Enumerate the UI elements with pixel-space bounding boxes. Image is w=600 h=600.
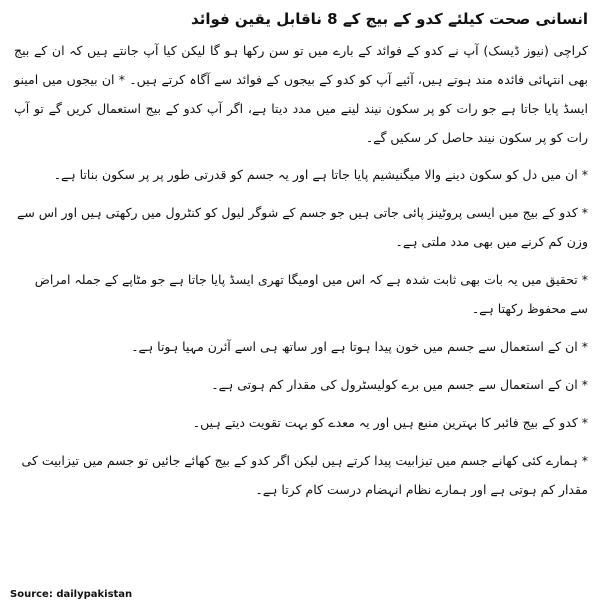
article-title: انسانی صحت کیلئے کدو کے بیج کے 8 ناقابل یقین فوائد — [191, 10, 588, 28]
article-intro: کراچی (نیوز ڈیسک) آپ نے کدو کے فوائد کے بارے میں تو سن رکھا ہو گا لیکن کیا آپ جانتے ہیں کہ ان کے بیج بھی انتہائی فائدہ مند ہوتے ہیں، آئیے آپ کو کدو کے بیجوں کے فوائد سے آگاہ کرتے ہیں۔ * ان بیجوں میں امینو ایسڈ پایا جاتا ہے جو رات کو پر سکون نیند لینے میں مدد دیتا ہے، اگر آپ کدو کے بیج استعمال کریں گے تو آپ رات کو پر سکون نیند حاصل کر سکیں گے۔ — [14, 43, 588, 145]
source-credit: Source: dailypakistan — [10, 589, 133, 600]
fact-cholesterol: * ان کے استعمال سے جسم میں برے کولیسٹرول کی مقدار کم ہوتی ہے۔ — [211, 377, 588, 392]
fact-protein-sugar: * کدو کے بیج میں ایسی پروٹینز پائی جاتی ہیں جو جسم کے شوگر لیول کو کنٹرول میں رکھتی ہیں اور اس سے وزن کم کرنے میں بھی مدد ملتی ہے۔ — [17, 205, 588, 249]
fact-blood-iron: * ان کے استعمال سے جسم میں خون پیدا ہوتا ہے اور ساتھ ہی اسے آئرن مہیا ہوتا ہے۔ — [131, 339, 588, 354]
fact-fiber: * کدو کے بیج فائبر کا بہترین منبع ہیں اور یہ معدے کو بہت تقویت دیتے ہیں۔ — [192, 415, 588, 430]
fact-magnesium: * ان میں دل کو سکون دینے والا میگنیشیم پایا جاتا ہے اور یہ جسم کو قدرتی طور پر پر سکون بناتا ہے۔ — [53, 167, 588, 182]
fact-omega-three: * تحقیق میں یہ بات بھی ثابت شدہ ہے کہ اس میں اومیگا تھری ایسڈ پایا جاتا ہے جو مٹاپے کے جملہ امراض سے محفوظ رکھتا ہے۔ — [34, 272, 588, 316]
fact-acidity: * ہمارے کئی کھانے جسم میں تیزابیت پیدا کرتے ہیں لیکن اگر کدو کے بیج کھائے جائیں تو جسم میں تیزابیت کی مقدار کم ہوتی ہے اور ہمارے نظام انہضام درست کام کرتا ہے۔ — [21, 453, 588, 497]
